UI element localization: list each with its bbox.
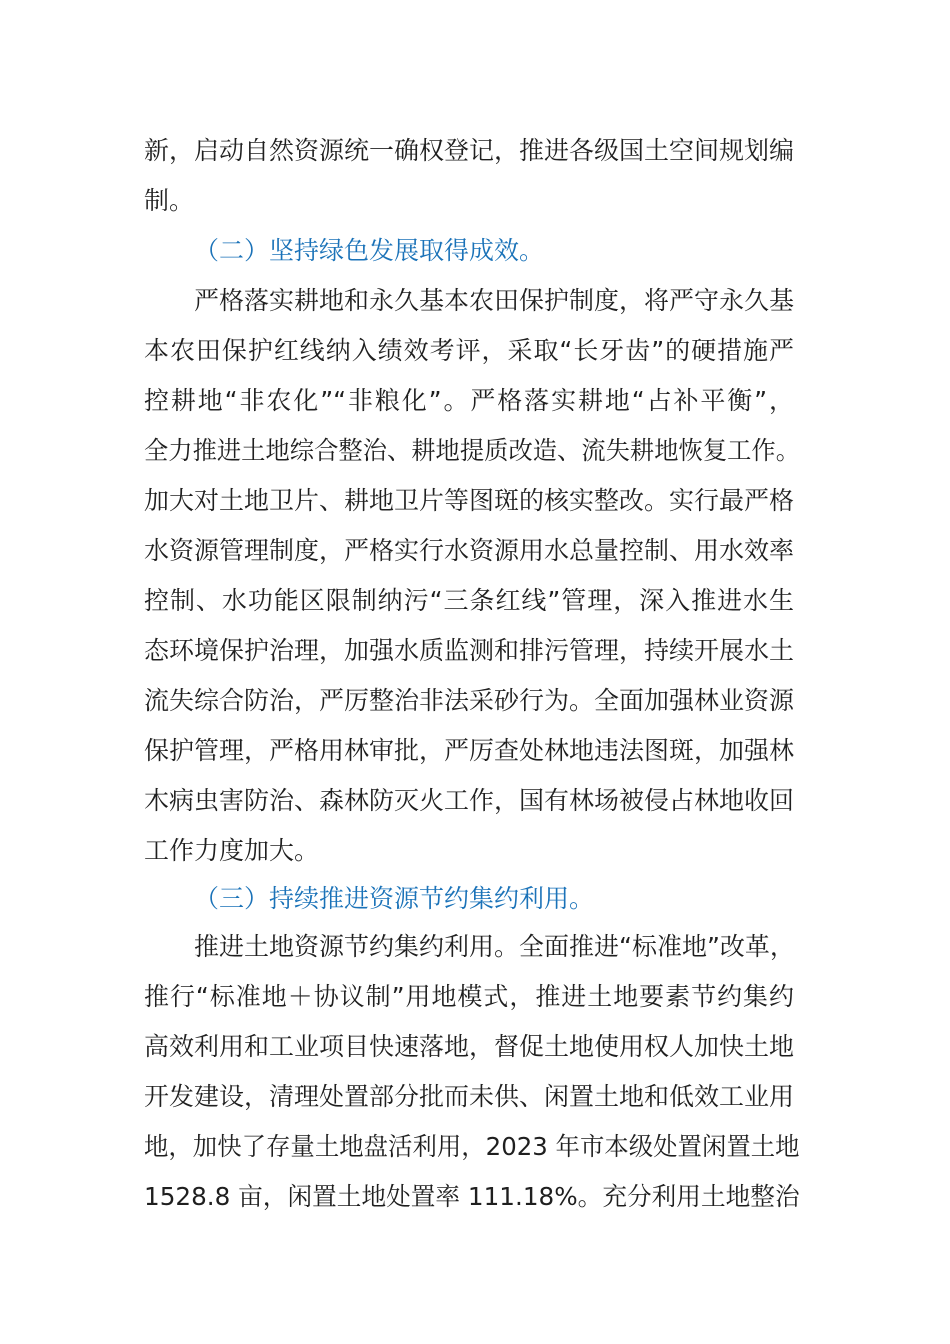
text-line bbox=[0, 526, 950, 576]
text-line bbox=[0, 126, 950, 176]
text-line bbox=[0, 626, 950, 676]
text-line-content: 推行“标准地＋协议制”用地模式，推进土地要素节约集约 bbox=[144, 982, 794, 1011]
text-line-content: 保护管理，严格用林审批，严厉查处林地违法图斑，加强林 bbox=[144, 736, 795, 765]
text-line bbox=[0, 776, 950, 826]
section-heading-text: （三）持续推进资源节约集约利用。 bbox=[194, 884, 595, 913]
text-line-content: 地，加快了存量土地盘活利用，2023 年市本级处置闲置土地 bbox=[144, 1132, 800, 1161]
text-line-content: 全力推进土地综合整治、耕地提质改造、流失耕地恢复工作。 bbox=[144, 436, 801, 465]
text-line-content: 新，启动自然资源统一确权登记，推进各级国土空间规划编 bbox=[144, 136, 795, 165]
text-line-content: 工作力度加大。 bbox=[144, 836, 320, 865]
section-heading-2 bbox=[0, 226, 950, 276]
text-line-content: 加大对土地卫片、耕地卫片等图斑的核实整改。实行最严格 bbox=[144, 486, 795, 515]
section-heading-text: （二）坚持绿色发展取得成效。 bbox=[194, 236, 545, 265]
text-line bbox=[0, 922, 950, 972]
text-line-content: 开发建设，清理处置部分批而未供、闲置土地和低效工业用 bbox=[144, 1082, 795, 1111]
text-line bbox=[0, 1122, 950, 1172]
text-line bbox=[0, 1022, 950, 1072]
text-line bbox=[0, 376, 950, 426]
text-line bbox=[0, 176, 950, 226]
text-line bbox=[0, 426, 950, 476]
text-line bbox=[0, 676, 950, 726]
text-line-content: 流失综合防治，严厉整治非法采砂行为。全面加强林业资源 bbox=[144, 686, 795, 715]
text-line bbox=[0, 576, 950, 626]
text-line bbox=[0, 476, 950, 526]
text-line-content: 控耕地“非农化”“非粮化”。严格落实耕地“占补平衡”， bbox=[144, 386, 794, 415]
text-line-content: 1528.8 亩，闲置土地处置率 111.18%。充分利用土地整治 bbox=[144, 1182, 800, 1211]
text-line-content: 推进土地资源节约集约利用。全面推进“标准地”改革， bbox=[194, 932, 795, 961]
text-line-content: 制。 bbox=[144, 186, 195, 215]
text-line bbox=[0, 326, 950, 376]
text-line bbox=[0, 826, 950, 876]
text-line-content: 控制、水功能区限制纳污“三条红线”管理，深入推进水生 bbox=[144, 586, 794, 615]
text-line-content: 态环境保护治理，加强水质监测和排污管理，持续开展水土 bbox=[144, 636, 795, 665]
text-line bbox=[0, 726, 950, 776]
text-line bbox=[0, 1072, 950, 1122]
text-line-content: 木病虫害防治、森林防灭火工作，国有林场被侵占林地收回 bbox=[144, 786, 795, 815]
text-line-content: 高效利用和工业项目快速落地，督促土地使用权人加快土地 bbox=[144, 1032, 795, 1061]
text-line bbox=[0, 1172, 950, 1222]
text-line-content: 本农田保护红线纳入绩效考评，采取“长牙齿”的硬措施严 bbox=[144, 336, 794, 365]
section-heading-3 bbox=[0, 874, 950, 924]
text-line bbox=[0, 276, 950, 326]
text-line-content: 水资源管理制度，严格实行水资源用水总量控制、用水效率 bbox=[144, 536, 795, 565]
text-line-content: 严格落实耕地和永久基本农田保护制度，将严守永久基 bbox=[194, 286, 795, 315]
text-line bbox=[0, 972, 950, 1022]
